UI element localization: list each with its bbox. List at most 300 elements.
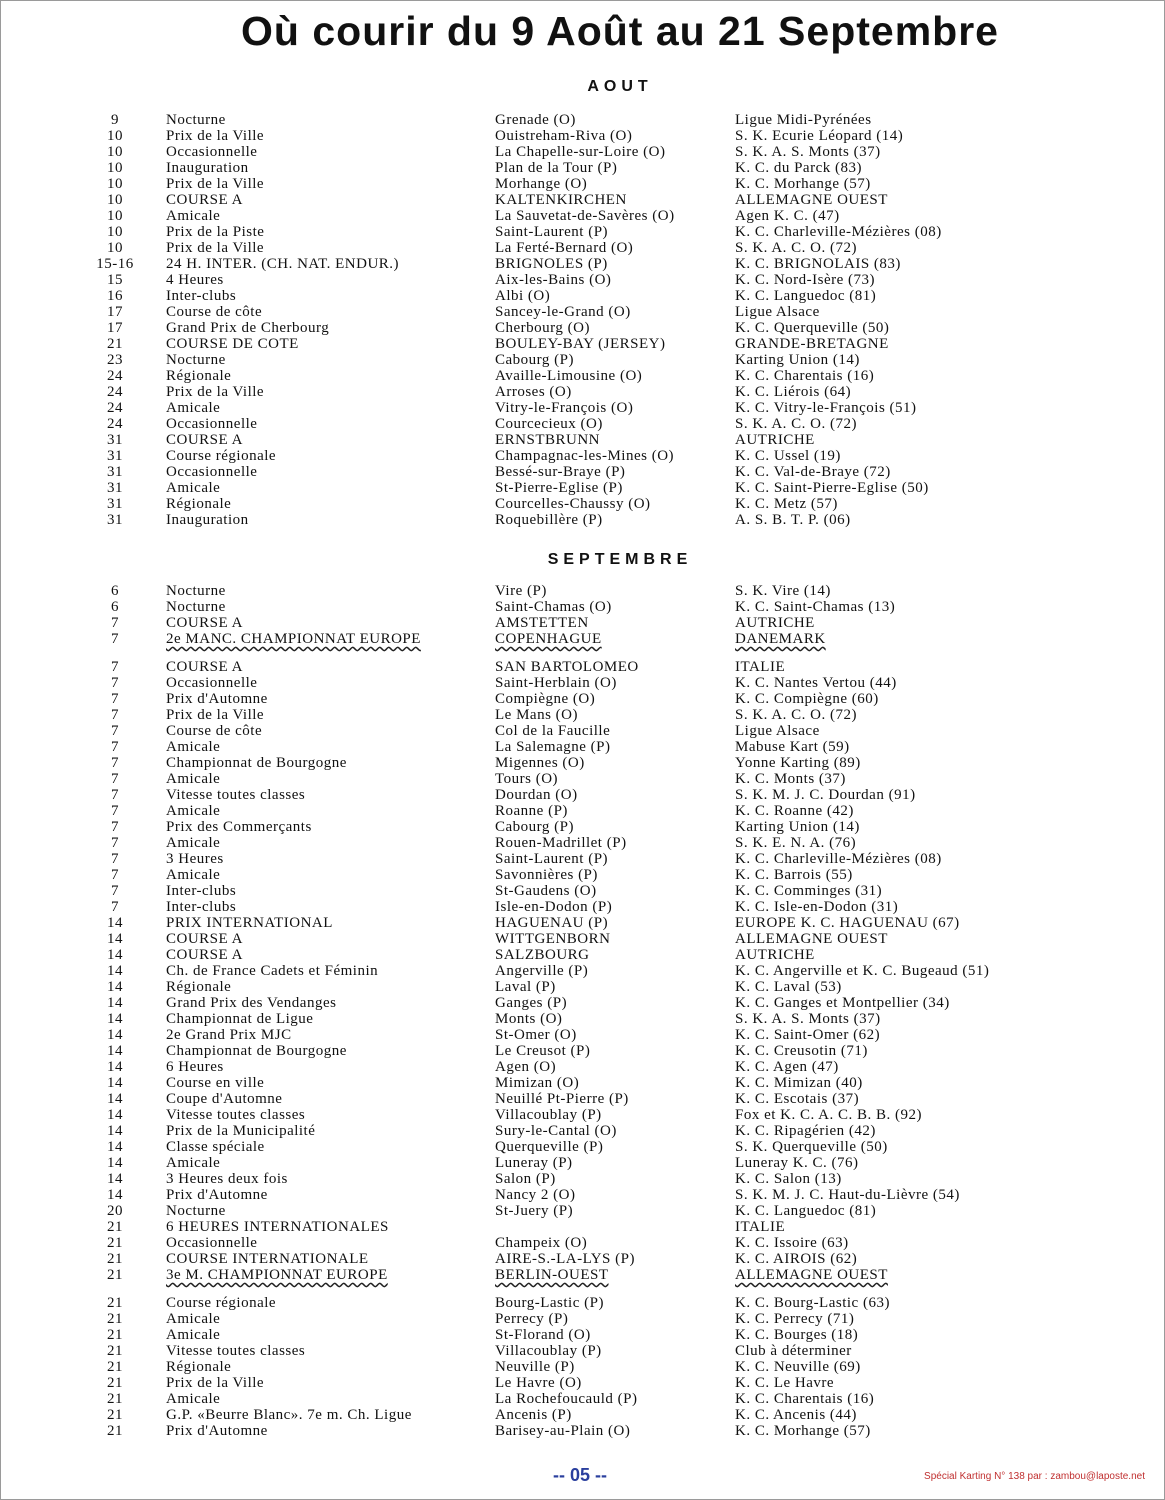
schedule-row bbox=[0, 304, 1165, 320]
event-place: Cabourg (P) bbox=[495, 819, 574, 835]
schedule-row bbox=[0, 899, 1165, 915]
event-name: COURSE A bbox=[166, 931, 243, 947]
event-place: Bourg-Lastic (P) bbox=[495, 1295, 604, 1311]
event-name: Amicale bbox=[166, 400, 221, 416]
event-place: Barisey-au-Plain (O) bbox=[495, 1423, 631, 1439]
event-place: COPENHAGUE bbox=[495, 631, 602, 647]
event-name: 4 Heures bbox=[166, 272, 224, 288]
schedule-row bbox=[0, 1407, 1165, 1423]
event-club: K. C. Morhange (57) bbox=[735, 1423, 871, 1439]
schedule-row bbox=[0, 1235, 1165, 1251]
event-date: 10 bbox=[107, 208, 123, 224]
event-place: Luneray (P) bbox=[495, 1155, 573, 1171]
event-place: Champagnac-les-Mines (O) bbox=[495, 448, 675, 464]
schedule-row bbox=[0, 416, 1165, 432]
event-name: Amicale bbox=[166, 1311, 221, 1327]
event-name: Prix de la Municipalité bbox=[166, 1123, 316, 1139]
event-place: Savonnières (P) bbox=[495, 867, 598, 883]
event-name: Ch. de France Cadets et Féminin bbox=[166, 963, 379, 979]
schedule-row bbox=[0, 631, 1165, 659]
schedule-list-aout bbox=[0, 112, 1165, 528]
event-place: Ganges (P) bbox=[495, 995, 568, 1011]
event-club: S. K. Ecurie Léopard (14) bbox=[735, 128, 904, 144]
event-date: 7 bbox=[111, 771, 119, 787]
event-name: Course en ville bbox=[166, 1075, 265, 1091]
event-name: Régionale bbox=[166, 1359, 232, 1375]
schedule-row bbox=[0, 803, 1165, 819]
event-date: 31 bbox=[107, 512, 123, 528]
event-club: K. C. Comminges (31) bbox=[735, 883, 883, 899]
event-name: 3 Heures bbox=[166, 851, 224, 867]
schedule-row bbox=[0, 1359, 1165, 1375]
event-name: Inter-clubs bbox=[166, 883, 237, 899]
event-place: La Salemagne (P) bbox=[495, 739, 611, 755]
event-place: Ouistreham-Riva (O) bbox=[495, 128, 633, 144]
event-date: 10 bbox=[107, 192, 123, 208]
event-date: 10 bbox=[107, 224, 123, 240]
event-date: 20 bbox=[107, 1203, 123, 1219]
event-date: 21 bbox=[107, 1407, 123, 1423]
event-name: Grand Prix des Vendanges bbox=[166, 995, 337, 1011]
event-club: K. C. Ancenis (44) bbox=[735, 1407, 857, 1423]
event-club: K. C. Escotais (37) bbox=[735, 1091, 860, 1107]
schedule-row bbox=[0, 160, 1165, 176]
schedule-row bbox=[0, 448, 1165, 464]
event-place: BRIGNOLES (P) bbox=[495, 256, 608, 272]
event-name: Occasionnelle bbox=[166, 1235, 258, 1251]
event-name: PRIX INTERNATIONAL bbox=[166, 915, 333, 931]
schedule-row bbox=[0, 1123, 1165, 1139]
event-date: 21 bbox=[107, 1327, 123, 1343]
event-name: Amicale bbox=[166, 1327, 221, 1343]
schedule-row bbox=[0, 787, 1165, 803]
event-name: Prix de la Ville bbox=[166, 128, 265, 144]
event-place: Arroses (O) bbox=[495, 384, 572, 400]
event-club: K. C. du Parck (83) bbox=[735, 160, 862, 176]
event-club: K. C. Neuville (69) bbox=[735, 1359, 861, 1375]
event-club: K. C. Agen (47) bbox=[735, 1059, 839, 1075]
event-place: Courcelles-Chaussy (O) bbox=[495, 496, 651, 512]
event-club: K. C. Liérois (64) bbox=[735, 384, 852, 400]
event-date: 7 bbox=[111, 631, 119, 647]
schedule-row bbox=[0, 947, 1165, 963]
event-place: BERLIN-OUEST bbox=[495, 1267, 609, 1283]
schedule-row bbox=[0, 963, 1165, 979]
event-club: S. K. M. J. C. Dourdan (91) bbox=[735, 787, 916, 803]
event-place: Sancey-le-Grand (O) bbox=[495, 304, 631, 320]
schedule-row bbox=[0, 583, 1165, 599]
event-date: 7 bbox=[111, 691, 119, 707]
event-date: 21 bbox=[107, 1375, 123, 1391]
event-place: St-Florand (O) bbox=[495, 1327, 591, 1343]
schedule-row bbox=[0, 615, 1165, 631]
schedule-row bbox=[0, 1327, 1165, 1343]
schedule-row bbox=[0, 851, 1165, 867]
event-place: Villacoublay (P) bbox=[495, 1107, 602, 1123]
schedule-row bbox=[0, 691, 1165, 707]
event-club: K. C. AIROIS (62) bbox=[735, 1251, 858, 1267]
event-name: Prix de la Ville bbox=[166, 1375, 265, 1391]
event-name: Régionale bbox=[166, 496, 232, 512]
event-name: Nocturne bbox=[166, 112, 226, 128]
event-club: K. C. Creusotin (71) bbox=[735, 1043, 868, 1059]
event-club: K. C. Charleville-Mézières (08) bbox=[735, 224, 942, 240]
schedule-row bbox=[0, 1423, 1165, 1439]
event-club: K. C. Bourg-Lastic (63) bbox=[735, 1295, 890, 1311]
schedule-row bbox=[0, 480, 1165, 496]
event-date: 7 bbox=[111, 739, 119, 755]
event-date: 14 bbox=[107, 1027, 123, 1043]
event-date: 21 bbox=[107, 1235, 123, 1251]
event-date: 14 bbox=[107, 915, 123, 931]
schedule-row bbox=[0, 176, 1165, 192]
event-date: 14 bbox=[107, 1059, 123, 1075]
event-club: K. C. Languedoc (81) bbox=[735, 1203, 877, 1219]
event-club: K. C. Saint-Chamas (13) bbox=[735, 599, 896, 615]
event-place: Laval (P) bbox=[495, 979, 556, 995]
event-club: K. C. Laval (53) bbox=[735, 979, 842, 995]
event-place: SALZBOURG bbox=[495, 947, 590, 963]
event-name: Course de côte bbox=[166, 723, 263, 739]
event-place: Albi (O) bbox=[495, 288, 551, 304]
event-club: S. K. A. S. Monts (37) bbox=[735, 144, 881, 160]
event-place: Tours (O) bbox=[495, 771, 559, 787]
event-place: Neuillé Pt-Pierre (P) bbox=[495, 1091, 629, 1107]
event-club: K. C. Angerville et K. C. Bugeaud (51) bbox=[735, 963, 990, 979]
event-name: Prix de la Piste bbox=[166, 224, 265, 240]
event-name: Vitesse toutes classes bbox=[166, 787, 306, 803]
event-club: K. C. Querqueville (50) bbox=[735, 320, 890, 336]
event-date: 14 bbox=[107, 1139, 123, 1155]
event-name: Amicale bbox=[166, 1391, 221, 1407]
event-club: K. C. Charentais (16) bbox=[735, 368, 875, 384]
schedule-row bbox=[0, 272, 1165, 288]
event-name: Inauguration bbox=[166, 512, 249, 528]
section-heading-aout: AOUT bbox=[587, 78, 653, 95]
event-date: 23 bbox=[107, 352, 123, 368]
event-club: K. C. Nord-Isère (73) bbox=[735, 272, 876, 288]
event-date: 6 bbox=[111, 599, 119, 615]
schedule-row bbox=[0, 112, 1165, 128]
schedule-row bbox=[0, 739, 1165, 755]
event-name: Inauguration bbox=[166, 160, 249, 176]
schedule-row bbox=[0, 464, 1165, 480]
event-name: Inter-clubs bbox=[166, 899, 237, 915]
event-date: 21 bbox=[107, 1267, 123, 1283]
event-place: Salon (P) bbox=[495, 1171, 556, 1187]
event-name: Grand Prix de Cherbourg bbox=[166, 320, 330, 336]
event-name: 6 Heures bbox=[166, 1059, 224, 1075]
schedule-row bbox=[0, 1059, 1165, 1075]
schedule-row bbox=[0, 320, 1165, 336]
event-date: 14 bbox=[107, 1075, 123, 1091]
event-place: Migennes (O) bbox=[495, 755, 585, 771]
event-place: Ancenis (P) bbox=[495, 1407, 572, 1423]
event-date: 7 bbox=[111, 675, 119, 691]
event-date: 6 bbox=[111, 583, 119, 599]
event-name: Prix de la Ville bbox=[166, 384, 265, 400]
event-name: Course de côte bbox=[166, 304, 263, 320]
event-name: Classe spéciale bbox=[166, 1139, 265, 1155]
event-name: Amicale bbox=[166, 803, 221, 819]
event-place: Cabourg (P) bbox=[495, 352, 574, 368]
event-name: G.P. «Beurre Blanc». 7e m. Ch. Ligue bbox=[166, 1407, 412, 1423]
event-date: 7 bbox=[111, 835, 119, 851]
schedule-row bbox=[0, 1375, 1165, 1391]
event-name: Régionale bbox=[166, 979, 232, 995]
schedule-row bbox=[0, 1343, 1165, 1359]
event-date: 14 bbox=[107, 1171, 123, 1187]
event-place: Querqueville (P) bbox=[495, 1139, 604, 1155]
event-club: Club à déterminer bbox=[735, 1343, 852, 1359]
event-name: 2e MANC. CHAMPIONNAT EUROPE bbox=[166, 631, 421, 647]
event-date: 14 bbox=[107, 1123, 123, 1139]
event-club: K. C. Roanne (42) bbox=[735, 803, 854, 819]
event-club: K. C. Ripagérien (42) bbox=[735, 1123, 876, 1139]
event-name: Championnat de Bourgogne bbox=[166, 755, 347, 771]
event-date: 7 bbox=[111, 615, 119, 631]
event-date: 10 bbox=[107, 240, 123, 256]
schedule-row bbox=[0, 1311, 1165, 1327]
event-club: K. C. Charentais (16) bbox=[735, 1391, 875, 1407]
event-date: 10 bbox=[107, 128, 123, 144]
event-date: 14 bbox=[107, 979, 123, 995]
event-name: Amicale bbox=[166, 771, 221, 787]
event-date: 9 bbox=[111, 112, 119, 128]
event-place: St-Juery (P) bbox=[495, 1203, 574, 1219]
event-club: ITALIE bbox=[735, 1219, 786, 1235]
event-place: Vitry-le-François (O) bbox=[495, 400, 634, 416]
event-name: Occasionnelle bbox=[166, 675, 258, 691]
event-date: 14 bbox=[107, 963, 123, 979]
event-date: 21 bbox=[107, 1343, 123, 1359]
event-place: Monts (O) bbox=[495, 1011, 563, 1027]
event-club: ALLEMAGNE OUEST bbox=[735, 1267, 888, 1283]
event-name: Vitesse toutes classes bbox=[166, 1107, 306, 1123]
event-club: K. C. Languedoc (81) bbox=[735, 288, 877, 304]
event-place: Saint-Herblain (O) bbox=[495, 675, 617, 691]
event-name: Course régionale bbox=[166, 1295, 277, 1311]
schedule-row bbox=[0, 883, 1165, 899]
schedule-row bbox=[0, 368, 1165, 384]
event-place: Plan de la Tour (P) bbox=[495, 160, 618, 176]
event-club: K. C. Compiègne (60) bbox=[735, 691, 879, 707]
event-date: 14 bbox=[107, 1187, 123, 1203]
event-place: BOULEY-BAY (JERSEY) bbox=[495, 336, 666, 352]
event-club: Yonne Karting (89) bbox=[735, 755, 861, 771]
event-date: 10 bbox=[107, 144, 123, 160]
schedule-row bbox=[0, 1139, 1165, 1155]
event-name: 6 HEURES INTERNATIONALES bbox=[166, 1219, 389, 1235]
event-club: Luneray K. C. (76) bbox=[735, 1155, 859, 1171]
schedule-row bbox=[0, 400, 1165, 416]
page-number: -- 05 -- bbox=[553, 1465, 607, 1485]
event-club: DANEMARK bbox=[735, 631, 826, 647]
event-place: La Sauvetat-de-Savères (O) bbox=[495, 208, 675, 224]
schedule-row bbox=[0, 675, 1165, 691]
event-name: Championnat de Ligue bbox=[166, 1011, 314, 1027]
event-name: Nocturne bbox=[166, 352, 226, 368]
event-club: K. C. Monts (37) bbox=[735, 771, 846, 787]
schedule-row bbox=[0, 931, 1165, 947]
schedule-row bbox=[0, 1043, 1165, 1059]
event-place: La Ferté-Bernard (O) bbox=[495, 240, 634, 256]
event-club: Karting Union (14) bbox=[735, 352, 860, 368]
schedule-row bbox=[0, 128, 1165, 144]
event-club: Mabuse Kart (59) bbox=[735, 739, 850, 755]
event-date: 24 bbox=[107, 384, 123, 400]
event-date: 7 bbox=[111, 707, 119, 723]
event-club: Karting Union (14) bbox=[735, 819, 860, 835]
event-date: 21 bbox=[107, 1311, 123, 1327]
event-place: Villacoublay (P) bbox=[495, 1343, 602, 1359]
event-place: Sury-le-Cantal (O) bbox=[495, 1123, 617, 1139]
event-date: 14 bbox=[107, 947, 123, 963]
event-name: Prix de la Ville bbox=[166, 707, 265, 723]
event-date: 21 bbox=[107, 1423, 123, 1439]
event-place: Availle-Limousine (O) bbox=[495, 368, 643, 384]
page-title: Où courir du 9 Août au 21 Septembre bbox=[241, 8, 999, 54]
event-place: Cherbourg (O) bbox=[495, 320, 590, 336]
schedule-row bbox=[0, 240, 1165, 256]
event-place: Saint-Laurent (P) bbox=[495, 224, 609, 240]
event-club: Ligue Alsace bbox=[735, 304, 820, 320]
event-name: Prix d'Automne bbox=[166, 691, 268, 707]
event-club: ALLEMAGNE OUEST bbox=[735, 192, 888, 208]
event-place: St-Pierre-Eglise (P) bbox=[495, 480, 623, 496]
event-date: 10 bbox=[107, 176, 123, 192]
event-place: Morhange (O) bbox=[495, 176, 588, 192]
event-name: Amicale bbox=[166, 835, 221, 851]
event-club: K. C. Saint-Pierre-Eglise (50) bbox=[735, 480, 929, 496]
event-name: Course régionale bbox=[166, 448, 277, 464]
schedule-row bbox=[0, 1219, 1165, 1235]
schedule-row bbox=[0, 1091, 1165, 1107]
event-name: 24 H. INTER. (CH. NAT. ENDUR.) bbox=[166, 256, 400, 272]
event-place: Courcecieux (O) bbox=[495, 416, 603, 432]
schedule-row bbox=[0, 707, 1165, 723]
event-place: Isle-en-Dodon (P) bbox=[495, 899, 613, 915]
event-club: S. K. Querqueville (50) bbox=[735, 1139, 888, 1155]
event-club: S. K. A. S. Monts (37) bbox=[735, 1011, 881, 1027]
event-date: 10 bbox=[107, 160, 123, 176]
event-date: 14 bbox=[107, 1155, 123, 1171]
event-club: S. K. M. J. C. Haut-du-Lièvre (54) bbox=[735, 1187, 960, 1203]
event-name: Nocturne bbox=[166, 583, 226, 599]
event-club: K. C. Vitry-le-François (51) bbox=[735, 400, 917, 416]
schedule-row bbox=[0, 723, 1165, 739]
event-club: K. C. Salon (13) bbox=[735, 1171, 842, 1187]
schedule-row bbox=[0, 1107, 1165, 1123]
schedule-row bbox=[0, 867, 1165, 883]
event-club: EUROPE K. C. HAGUENAU (67) bbox=[735, 915, 960, 931]
event-club: ITALIE bbox=[735, 659, 786, 675]
event-date: 7 bbox=[111, 883, 119, 899]
event-club: K. C. Val-de-Braye (72) bbox=[735, 464, 891, 480]
event-place: SAN BARTOLOMEO bbox=[495, 659, 639, 675]
event-date: 31 bbox=[107, 432, 123, 448]
event-club: K. C. Ussel (19) bbox=[735, 448, 841, 464]
event-place: Agen (O) bbox=[495, 1059, 557, 1075]
event-name: Championnat de Bourgogne bbox=[166, 1043, 347, 1059]
schedule-row bbox=[0, 224, 1165, 240]
schedule-row bbox=[0, 496, 1165, 512]
event-date: 7 bbox=[111, 819, 119, 835]
schedule-row bbox=[0, 1155, 1165, 1171]
event-club: K. C. Nantes Vertou (44) bbox=[735, 675, 897, 691]
schedule-row bbox=[0, 144, 1165, 160]
schedule-row bbox=[0, 659, 1165, 675]
event-date: 7 bbox=[111, 787, 119, 803]
event-club: S. K. A. C. O. (72) bbox=[735, 416, 858, 432]
section-heading-septembre: SEPTEMBRE bbox=[547, 551, 693, 568]
event-date: 16 bbox=[107, 288, 123, 304]
event-club: K. C. Charleville-Mézières (08) bbox=[735, 851, 942, 867]
schedule-row bbox=[0, 1011, 1165, 1027]
event-date: 21 bbox=[107, 1391, 123, 1407]
event-place: La Chapelle-sur-Loire (O) bbox=[495, 144, 666, 160]
event-date: 15-16 bbox=[96, 256, 134, 272]
event-club: GRANDE-BRETAGNE bbox=[735, 336, 889, 352]
event-date: 14 bbox=[107, 995, 123, 1011]
schedule-row bbox=[0, 835, 1165, 851]
event-place: HAGUENAU (P) bbox=[495, 915, 609, 931]
event-club: A. S. B. T. P. (06) bbox=[735, 512, 851, 528]
event-date: 24 bbox=[107, 368, 123, 384]
schedule-row bbox=[0, 1391, 1165, 1407]
event-name: Occasionnelle bbox=[166, 464, 258, 480]
event-place: Vire (P) bbox=[495, 583, 547, 599]
event-date: 31 bbox=[107, 448, 123, 464]
event-club: K. C. Mimizan (40) bbox=[735, 1075, 863, 1091]
event-place: Champeix (O) bbox=[495, 1235, 588, 1251]
event-place: Mimizan (O) bbox=[495, 1075, 580, 1091]
event-name: Occasionnelle bbox=[166, 144, 258, 160]
schedule-row bbox=[0, 1075, 1165, 1091]
event-place: Nancy 2 (O) bbox=[495, 1187, 576, 1203]
event-place: Aix-les-Bains (O) bbox=[495, 272, 612, 288]
event-date: 7 bbox=[111, 899, 119, 915]
event-date: 14 bbox=[107, 1091, 123, 1107]
schedule-row bbox=[0, 208, 1165, 224]
event-name: COURSE DE COTE bbox=[166, 336, 299, 352]
event-place: La Rochefoucauld (P) bbox=[495, 1391, 638, 1407]
event-place: Le Mans (O) bbox=[495, 707, 578, 723]
event-place: Angerville (P) bbox=[495, 963, 589, 979]
event-date: 21 bbox=[107, 336, 123, 352]
event-club: S. K. A. C. O. (72) bbox=[735, 240, 858, 256]
event-name: Prix de la Ville bbox=[166, 240, 265, 256]
schedule-row bbox=[0, 915, 1165, 931]
event-club: K. C. Issoire (63) bbox=[735, 1235, 849, 1251]
event-place: ERNSTBRUNN bbox=[495, 432, 601, 448]
event-date: 24 bbox=[107, 416, 123, 432]
event-club: S. K. E. N. A. (76) bbox=[735, 835, 857, 851]
schedule-row bbox=[0, 1203, 1165, 1219]
event-name: Prix des Commerçants bbox=[166, 819, 312, 835]
event-club: K. C. Morhange (57) bbox=[735, 176, 871, 192]
event-name: Amicale bbox=[166, 480, 221, 496]
event-place: St-Omer (O) bbox=[495, 1027, 577, 1043]
event-club: Fox et K. C. A. C. B. B. (92) bbox=[735, 1107, 923, 1123]
event-date: 17 bbox=[107, 320, 123, 336]
event-date: 14 bbox=[107, 1011, 123, 1027]
schedule-row bbox=[0, 1267, 1165, 1295]
event-name: COURSE A bbox=[166, 432, 243, 448]
schedule-row bbox=[0, 599, 1165, 615]
event-date: 14 bbox=[107, 1043, 123, 1059]
event-name: Régionale bbox=[166, 368, 232, 384]
